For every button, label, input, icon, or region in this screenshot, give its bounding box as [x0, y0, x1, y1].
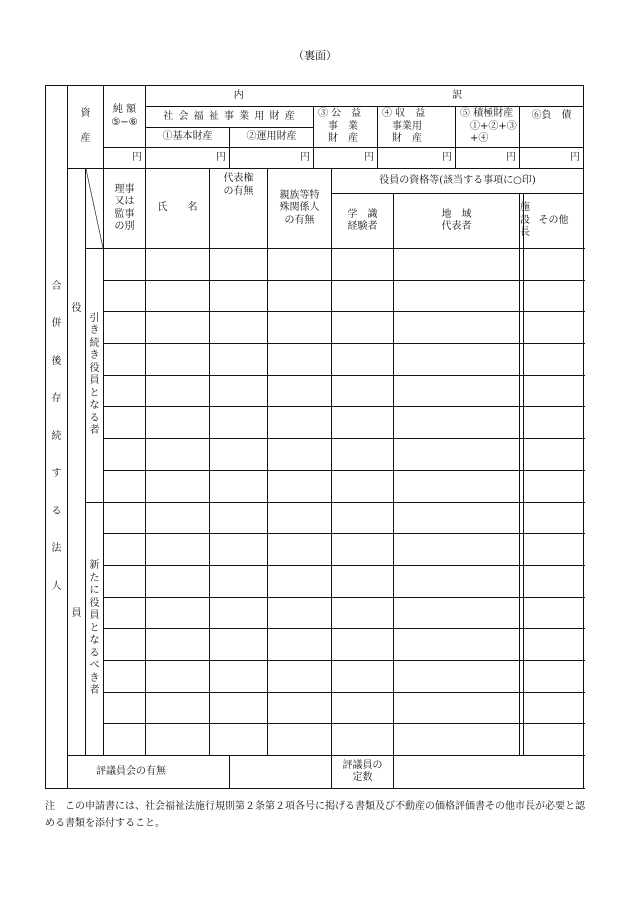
officer-cell[interactable]: [332, 502, 394, 534]
officer-cell[interactable]: [524, 660, 584, 692]
officer-cell[interactable]: [104, 629, 146, 661]
officer-cell[interactable]: [104, 280, 146, 312]
officer-cell[interactable]: [332, 470, 394, 502]
council-presence-label: 評議員会の有無: [68, 756, 230, 789]
officer-cell[interactable]: [524, 407, 584, 439]
assets-label: 資 産: [68, 86, 104, 169]
officer-cell[interactable]: [524, 439, 584, 471]
page-title: （裏面）: [293, 49, 337, 62]
officer-cell[interactable]: [268, 439, 332, 471]
total-property-header: ⑤ 積極財産 ①+②+③ +④: [456, 107, 520, 148]
revenue-property-header: ④ 収 益 事業用 財 産: [378, 107, 456, 148]
social-welfare-property-header: 社 会 福 祉 事 業 用 財 産: [146, 107, 314, 128]
officer-cell[interactable]: [210, 692, 268, 724]
officer-cell[interactable]: [268, 534, 332, 566]
officer-cell[interactable]: [210, 375, 268, 407]
officer-cell[interactable]: [210, 439, 268, 471]
liabilities-header: ⑥負 債: [520, 107, 584, 148]
officer-cell[interactable]: [146, 724, 210, 756]
officer-cell[interactable]: [524, 534, 584, 566]
officer-cell[interactable]: [104, 692, 146, 724]
officer-cell[interactable]: [332, 249, 394, 281]
officer-cell[interactable]: [268, 660, 332, 692]
representative-header: 代表権 の有無: [210, 169, 268, 249]
officer-cell[interactable]: [268, 344, 332, 376]
officer-cell[interactable]: [524, 565, 584, 597]
role-header: 理事 又は 監事 の別: [104, 169, 146, 249]
officer-cell[interactable]: [524, 692, 584, 724]
officer-cell[interactable]: [394, 692, 520, 724]
officer-cell[interactable]: [524, 280, 584, 312]
officer-cell[interactable]: [394, 470, 520, 502]
officer-cell[interactable]: [524, 597, 584, 629]
officer-cell[interactable]: [210, 407, 268, 439]
officer-cell[interactable]: [146, 502, 210, 534]
officer-cell[interactable]: [394, 249, 520, 281]
officer-cell[interactable]: [332, 724, 394, 756]
officer-cell[interactable]: [146, 470, 210, 502]
officer-cell[interactable]: [268, 375, 332, 407]
qual-facility-head-header: 施設長: [520, 194, 524, 249]
group-continuing-label: 引 き 続 き 役 員 と な る 者: [86, 249, 104, 503]
officer-cell[interactable]: [146, 597, 210, 629]
officer-cell[interactable]: [210, 249, 268, 281]
officer-cell[interactable]: [268, 312, 332, 344]
officer-cell[interactable]: [104, 502, 146, 534]
officer-cell[interactable]: [524, 249, 584, 281]
officer-cell[interactable]: [210, 344, 268, 376]
operating-property-header: ②運用財産: [230, 128, 314, 148]
officer-cell[interactable]: [394, 280, 520, 312]
officer-cell[interactable]: [332, 629, 394, 661]
total-property-yen: 円: [456, 148, 520, 169]
relatives-header: 親族等特 殊関係人 の有無: [268, 169, 332, 249]
officers-label-top: 役: [71, 303, 82, 315]
officer-cell[interactable]: [146, 565, 210, 597]
officer-cell[interactable]: [268, 502, 332, 534]
officer-cell[interactable]: [104, 597, 146, 629]
name-header: 氏 名: [146, 169, 210, 249]
officer-cell[interactable]: [146, 439, 210, 471]
officer-cell[interactable]: [332, 280, 394, 312]
officer-cell[interactable]: [268, 565, 332, 597]
qual-academic-header: 学 識 経験者: [332, 194, 394, 249]
public-interest-property-header: ③ 公 益 事 業 財 産: [314, 107, 378, 148]
breakdown-uchi-label: 内: [146, 86, 332, 107]
officer-cell[interactable]: [210, 280, 268, 312]
officer-cell[interactable]: [394, 565, 520, 597]
officer-cell[interactable]: [524, 724, 584, 756]
officer-cell[interactable]: [104, 249, 146, 281]
net-amount-header: 純 額 ⑤−⑥: [104, 86, 146, 148]
left-side-label: 合 併 後 存 続 す る 法 人: [46, 86, 68, 789]
officer-cell[interactable]: [268, 724, 332, 756]
officer-cell[interactable]: [332, 439, 394, 471]
officer-cell[interactable]: [146, 660, 210, 692]
qual-regional-header: 地 域 代表者: [394, 194, 520, 249]
officer-cell[interactable]: [332, 344, 394, 376]
qualification-header: 役員の資格等(該当する事項に○印): [332, 169, 584, 194]
officer-cell[interactable]: [332, 565, 394, 597]
officer-cell[interactable]: [394, 502, 520, 534]
net-amount-yen: 円: [104, 148, 146, 169]
footnote: 注 この申請書には、社会福祉法施行規則第２条第２項各号に掲げる書類及び不動産の価格評価書その他市長が必要と認める書類を添付すること。: [45, 801, 585, 829]
officer-cell[interactable]: [394, 407, 520, 439]
council-quota-label: 評議員の 定数: [332, 756, 394, 789]
officer-cell[interactable]: [210, 502, 268, 534]
officer-cell[interactable]: [394, 597, 520, 629]
officer-cell[interactable]: [104, 470, 146, 502]
officer-cell[interactable]: [146, 375, 210, 407]
officer-cell[interactable]: [332, 312, 394, 344]
officer-cell[interactable]: [268, 280, 332, 312]
operating-property-yen: 円: [230, 148, 314, 169]
officer-cell[interactable]: [524, 470, 584, 502]
officer-cell[interactable]: [332, 407, 394, 439]
officer-cell[interactable]: [104, 660, 146, 692]
officer-cell[interactable]: [524, 502, 584, 534]
officer-cell[interactable]: [332, 660, 394, 692]
liabilities-yen: 円: [520, 148, 584, 169]
officer-cell[interactable]: [394, 629, 520, 661]
officer-cell[interactable]: [394, 660, 520, 692]
officer-cell[interactable]: [394, 439, 520, 471]
basic-property-header: ①基本財産: [146, 128, 230, 148]
officer-cell[interactable]: [268, 407, 332, 439]
officer-cell[interactable]: [394, 312, 520, 344]
officer-cell[interactable]: [146, 249, 210, 281]
officer-cell[interactable]: [146, 312, 210, 344]
officer-cell[interactable]: [524, 629, 584, 661]
officer-cell[interactable]: [268, 249, 332, 281]
officer-cell[interactable]: [210, 312, 268, 344]
officer-cell[interactable]: [394, 724, 520, 756]
merger-form-table: [45, 85, 584, 789]
officer-cell[interactable]: [332, 597, 394, 629]
officer-cell[interactable]: [524, 344, 584, 376]
officer-cell[interactable]: [268, 692, 332, 724]
officer-cell[interactable]: [268, 629, 332, 661]
officer-cell[interactable]: [146, 534, 210, 566]
officer-cell[interactable]: [268, 597, 332, 629]
officer-cell[interactable]: [104, 439, 146, 471]
officer-cell[interactable]: [210, 565, 268, 597]
officer-cell[interactable]: [104, 534, 146, 566]
officer-cell[interactable]: [146, 280, 210, 312]
officer-cell[interactable]: [332, 692, 394, 724]
breakdown-wake-label: 訳: [332, 86, 584, 107]
officers-label-bottom: 員: [71, 608, 82, 620]
public-interest-yen: 円: [314, 148, 378, 169]
officer-cell[interactable]: [210, 629, 268, 661]
officer-cell[interactable]: [210, 597, 268, 629]
officer-cell[interactable]: [146, 344, 210, 376]
council-quota-value[interactable]: [394, 756, 584, 789]
officer-cell[interactable]: [104, 375, 146, 407]
officer-cell[interactable]: [210, 470, 268, 502]
officer-cell[interactable]: [210, 660, 268, 692]
officer-cell[interactable]: [524, 375, 584, 407]
officer-cell[interactable]: [104, 724, 146, 756]
officer-cell[interactable]: [104, 407, 146, 439]
officer-cell[interactable]: [210, 534, 268, 566]
officers-side-label: [68, 169, 86, 756]
officer-cell[interactable]: [394, 375, 520, 407]
officer-cell[interactable]: [332, 534, 394, 566]
officer-cell[interactable]: [268, 470, 332, 502]
officer-cell[interactable]: [104, 565, 146, 597]
officer-cell[interactable]: [146, 692, 210, 724]
officer-cell[interactable]: [104, 344, 146, 376]
officer-cell[interactable]: [394, 344, 520, 376]
officer-cell[interactable]: [332, 375, 394, 407]
officer-cell[interactable]: [524, 312, 584, 344]
officer-cell[interactable]: [210, 724, 268, 756]
basic-property-yen: 円: [146, 148, 230, 169]
qual-other-header: その他: [524, 194, 584, 249]
officer-cell[interactable]: [104, 312, 146, 344]
officer-cell[interactable]: [146, 629, 210, 661]
diagonal-line: [86, 169, 103, 248]
officer-cell[interactable]: [394, 534, 520, 566]
officer-cell[interactable]: [146, 407, 210, 439]
revenue-property-yen: 円: [378, 148, 456, 169]
group-new-label: 新 た に 役 員 と な る べ き 者: [86, 502, 104, 756]
diagonal-corner-cell: [86, 169, 104, 249]
council-presence-value[interactable]: [230, 756, 332, 789]
